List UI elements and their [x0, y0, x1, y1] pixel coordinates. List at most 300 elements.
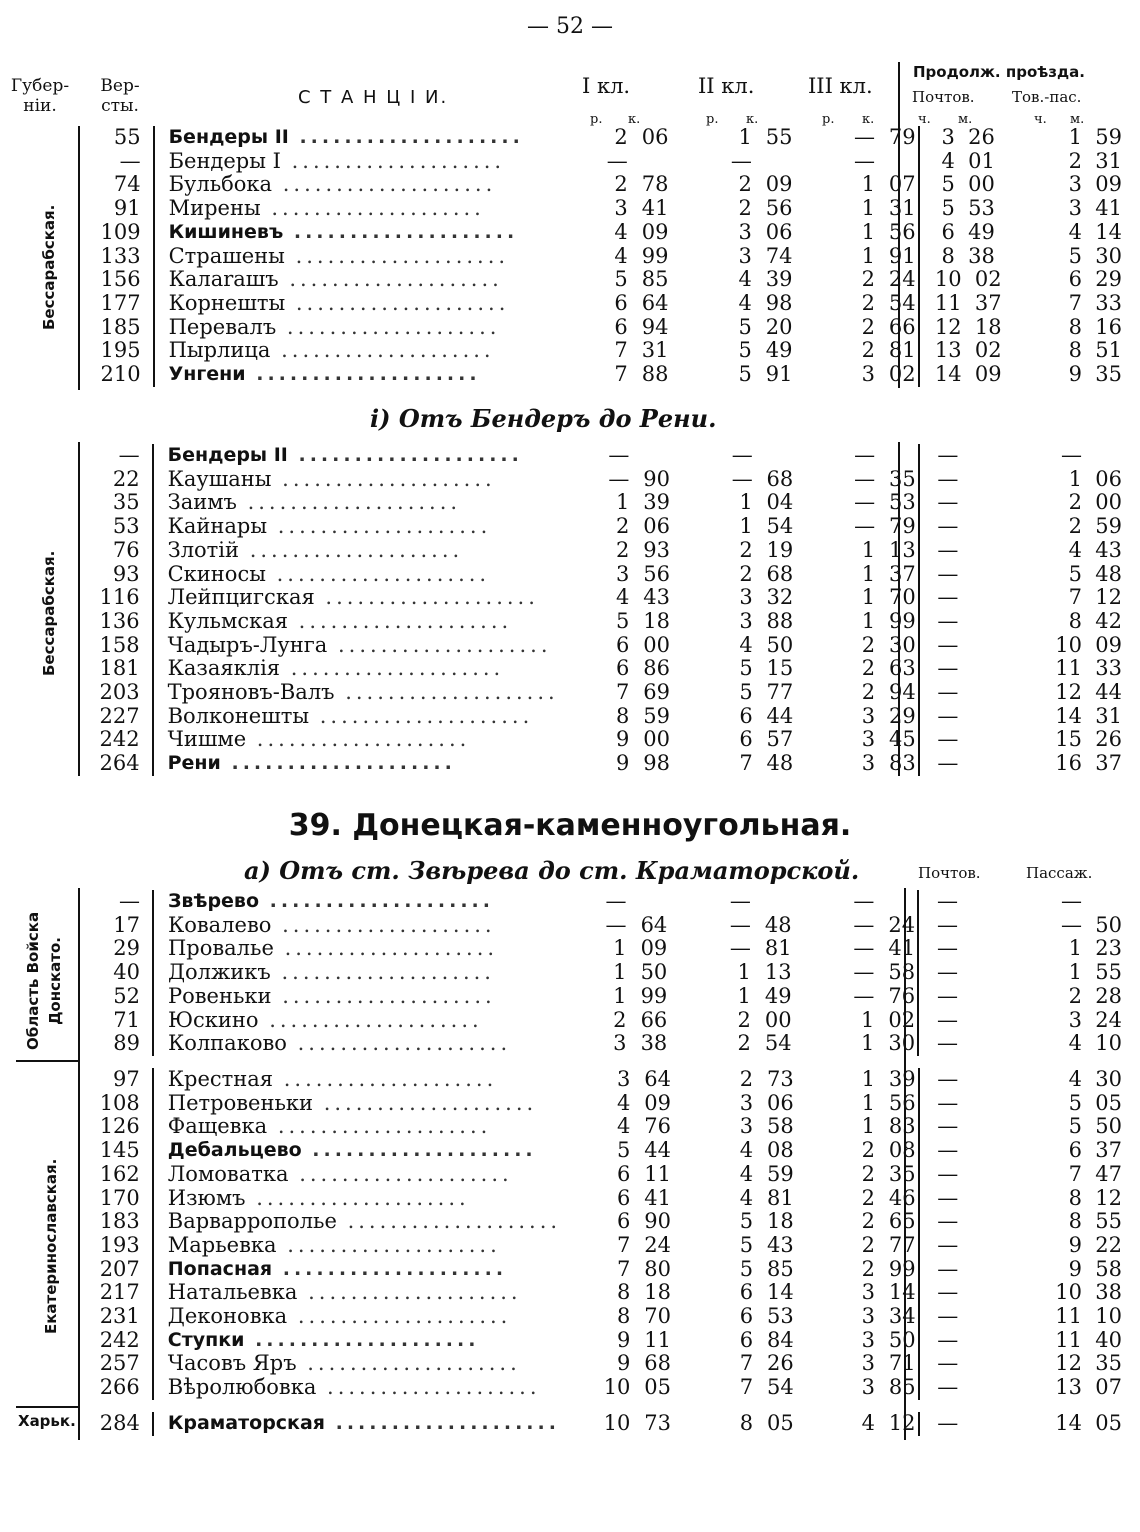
tovpas-minutes: 16	[1095, 315, 1122, 339]
class3-kop: 50	[888, 1328, 916, 1352]
pochtov-cell	[919, 586, 1016, 610]
gubernia-cell	[0, 985, 72, 1009]
pochtov-hours: 5	[941, 197, 955, 221]
station-name: Петровеньки	[167, 1091, 314, 1115]
gubernia-cell	[0, 221, 71, 245]
pochtov-hours: —	[937, 1281, 959, 1305]
leader-dots: ....................	[276, 1233, 501, 1257]
gap	[673, 1281, 718, 1305]
gap	[672, 586, 717, 610]
gubernia-cell	[0, 752, 71, 776]
header-class2: II кл.	[698, 74, 755, 98]
tovpas-cell	[1017, 245, 1140, 269]
class2-kop: 39	[765, 268, 793, 292]
section-subtitle: a) Отъ ст. Звѣрева до ст. Краматорской.	[244, 856, 860, 885]
gap	[670, 126, 716, 150]
class2-rub: 7	[739, 1376, 754, 1400]
class2-rub: 6	[739, 1305, 754, 1329]
pochtov-cell	[919, 197, 1017, 221]
class3-rub: —	[853, 890, 875, 913]
pochtov-cell	[919, 1163, 1016, 1187]
gap	[795, 610, 839, 634]
versty-cell: 170	[71, 1187, 153, 1211]
station-cell	[153, 1210, 595, 1234]
leader-dots: ....................	[301, 1139, 537, 1162]
gubernia-cell	[0, 657, 71, 681]
class3-rub: 1	[861, 538, 876, 562]
class1-rub: 9	[617, 1328, 631, 1352]
class1-rub: 7	[617, 1257, 631, 1281]
class1-kop: 50	[640, 961, 668, 985]
tovpas-cell	[1017, 339, 1140, 363]
table-row	[0, 1352, 1140, 1376]
class3-kop: 35	[888, 1162, 916, 1186]
versty-cell: 242	[71, 1329, 153, 1353]
leader-dots: ....................	[270, 961, 495, 985]
gap	[672, 705, 717, 729]
station-name: Кульмская	[167, 609, 288, 633]
leader-dots: ....................	[273, 937, 499, 961]
gap	[795, 657, 839, 681]
tovpas-hours: 8	[1068, 1210, 1082, 1234]
tovpas-hours: 10	[1055, 633, 1082, 657]
class1-kop: 90	[643, 467, 670, 491]
gap	[795, 681, 839, 705]
pochtov-cell	[919, 705, 1016, 729]
class1-kop: 69	[643, 681, 670, 705]
pochtov-hours: —	[937, 1233, 959, 1257]
class3-kop: 71	[888, 1352, 916, 1376]
class1-kop: 09	[640, 937, 668, 961]
gap	[673, 1376, 718, 1400]
class2-rub: 3	[739, 1115, 754, 1139]
table-row	[0, 681, 1140, 705]
gubernia-cell	[0, 937, 72, 961]
table-row	[0, 985, 1140, 1009]
pochtov-cell	[919, 1412, 1016, 1436]
class3-kop: 66	[888, 315, 916, 339]
gap	[796, 1281, 840, 1305]
tovpas-hours: 5	[1068, 562, 1082, 586]
gap	[672, 657, 717, 681]
gap	[796, 1412, 840, 1436]
pochtov-cell	[919, 1376, 1016, 1400]
gap	[795, 468, 839, 492]
header-gubernia: Губер- ніи.	[10, 76, 70, 116]
class2-kop: 58	[767, 1115, 794, 1139]
table-row	[0, 586, 1140, 610]
class1-kop: 09	[641, 220, 669, 244]
tovpas-hours: 7	[1068, 1162, 1082, 1186]
gap	[796, 1115, 840, 1139]
pochtov-hours: 3	[941, 126, 955, 149]
tovpas-hours: 2	[1068, 984, 1082, 1008]
class3-rub: 2	[861, 1139, 875, 1163]
class1-rub: 5	[617, 1139, 631, 1163]
gap	[795, 363, 840, 387]
pochtov-minutes: 37	[974, 291, 1002, 315]
class3-rub: —	[853, 149, 875, 173]
table-row	[0, 1115, 1140, 1139]
gubernia-cell	[0, 515, 71, 539]
tovpas-minutes: 26	[1095, 728, 1122, 752]
station-cell	[153, 1305, 595, 1329]
station-cell	[153, 1115, 595, 1139]
header-pochtov: Почтов.	[912, 88, 975, 106]
pochtov-hours: —	[937, 586, 959, 610]
pochtov-cell	[919, 610, 1016, 634]
table-row	[0, 914, 1140, 938]
pochtov-cell	[919, 728, 1016, 752]
timetable-section-2	[0, 444, 1140, 776]
class2-kop	[753, 444, 796, 468]
class3-rub: 1	[861, 173, 875, 197]
leader-dots: ....................	[246, 728, 471, 752]
station-name: Злотій	[167, 538, 240, 562]
station-cell	[154, 221, 593, 245]
class2-kop: 54	[766, 515, 794, 539]
gap	[673, 1163, 718, 1187]
tovpas-cell	[1017, 316, 1140, 340]
class1-rub: 5	[616, 609, 630, 633]
class3-kop: 63	[888, 657, 916, 681]
class3-rub: 3	[861, 363, 875, 387]
table-row	[0, 221, 1140, 245]
class3-rub: —	[853, 937, 875, 961]
station-cell	[153, 491, 594, 515]
pochtov-minutes: 02	[974, 339, 1002, 363]
leader-dots: ....................	[267, 515, 492, 539]
class1-rub: —	[608, 467, 630, 491]
class3-kop	[875, 150, 919, 174]
class3-rub: —	[854, 467, 876, 491]
class2-kop: 44	[766, 704, 794, 728]
versty-cell: 133	[71, 245, 153, 269]
pochtov-cell	[919, 1305, 1016, 1329]
tovpas-minutes: 44	[1095, 681, 1122, 705]
class1-rub: —	[608, 444, 630, 467]
class2-rub: 1	[737, 961, 751, 985]
class1-kop: 70	[644, 1305, 671, 1329]
tovpas-hours: 9	[1068, 1233, 1082, 1257]
gubernia-cell	[0, 1305, 71, 1329]
station-cell	[153, 1139, 595, 1163]
gap	[673, 1305, 718, 1329]
class2-kop: 48	[764, 913, 792, 937]
tovpas-hours: 1	[1068, 937, 1082, 961]
leader-dots: ....................	[272, 173, 497, 197]
pochtov-hours: 13	[934, 339, 962, 363]
pochtov-hours: —	[937, 491, 959, 515]
pochtov-hours: —	[937, 1257, 959, 1281]
versty-cell: 22	[71, 468, 153, 492]
pochtov-cell	[919, 468, 1016, 492]
class1-rub: —	[605, 913, 627, 937]
gap	[670, 150, 716, 174]
tovpas-hours: 4	[1068, 1068, 1082, 1091]
gubernia-cell	[0, 1258, 71, 1282]
class3-rub: 2	[861, 1210, 875, 1234]
class1-rub: 3	[616, 562, 630, 586]
versty-cell: 97	[71, 1068, 153, 1092]
tovpas-cell	[1016, 705, 1140, 729]
tovpas-minutes: 35	[1095, 363, 1122, 387]
class2-kop: 54	[764, 1032, 792, 1056]
tovpas-cell	[1016, 1412, 1140, 1436]
tovpas-minutes: 33	[1095, 291, 1122, 315]
versty-cell: 55	[71, 126, 153, 150]
station-cell	[153, 634, 594, 658]
class3-rub: 2	[861, 291, 875, 315]
unit-min-2: м.	[1070, 112, 1085, 127]
table-row	[0, 1258, 1140, 1282]
leader-dots: ....................	[265, 562, 491, 586]
class3-rub: 1	[861, 220, 875, 244]
pochtov-cell	[919, 316, 1017, 340]
pochtov-hours: —	[937, 1091, 959, 1115]
station-cell	[153, 1163, 595, 1187]
gubernia-cell	[0, 586, 71, 610]
class1-rub: 4	[614, 244, 628, 268]
gap	[795, 150, 840, 174]
class3-kop: 65	[888, 1210, 916, 1234]
tovpas-minutes: 31	[1095, 149, 1122, 173]
tovpas-cell	[1016, 1305, 1140, 1329]
class1-kop: 18	[644, 1281, 671, 1305]
class3-rub: 1	[861, 197, 875, 221]
class3-kop: 53	[888, 491, 916, 515]
station-name: Провалье	[167, 937, 274, 961]
tovpas-minutes: 37	[1095, 1139, 1122, 1163]
class3-rub: 3	[861, 1328, 875, 1352]
gap	[796, 1210, 840, 1234]
class2-rub: 2	[737, 1032, 751, 1056]
class3-rub: 1	[861, 244, 875, 268]
table-row	[0, 752, 1140, 776]
class1-kop: 64	[641, 291, 669, 315]
tovpas-minutes: 43	[1095, 538, 1122, 562]
class2-kop: 85	[767, 1257, 794, 1281]
gubernia-label: Харьк.	[18, 1412, 76, 1430]
gap	[669, 914, 715, 938]
station-cell	[153, 937, 591, 961]
gubernia-cell	[0, 1032, 72, 1056]
leader-dots: ....................	[283, 220, 519, 243]
station-cell	[153, 1092, 595, 1116]
versty-cell: 108	[71, 1092, 153, 1116]
gubernia-cell	[0, 890, 72, 914]
class2-rub: 3	[739, 1091, 754, 1115]
class3-rub: 1	[861, 1068, 875, 1091]
class2-kop: 55	[765, 126, 793, 149]
class3-kop	[875, 444, 919, 468]
class1-kop: 11	[644, 1162, 671, 1186]
class2-rub: 5	[738, 315, 752, 339]
class3-rub: 1	[861, 1091, 875, 1115]
tovpas-hours: —	[1061, 444, 1082, 467]
tovpas-cell	[1016, 1068, 1140, 1092]
class2-rub: 1	[737, 984, 751, 1008]
leader-dots: ....................	[273, 1068, 498, 1091]
class3-rub: 2	[861, 339, 875, 363]
table-row	[0, 1210, 1140, 1234]
station-name: Заимъ	[167, 491, 237, 515]
station-name: Должикъ	[167, 961, 271, 985]
tovpas-cell	[1016, 634, 1140, 658]
header-pochtov-2: Почтов.	[918, 864, 981, 882]
tovpas-cell	[1016, 1187, 1140, 1211]
gap	[670, 221, 716, 245]
class1-kop: 41	[641, 197, 669, 221]
table-row	[0, 1163, 1140, 1187]
class1-rub: 4	[617, 1115, 631, 1139]
class2-rub: 2	[739, 538, 753, 562]
tovpas-hours: 8	[1068, 339, 1082, 363]
gap	[670, 292, 716, 316]
tovpas-minutes: 42	[1095, 609, 1122, 633]
tovpas-minutes: 35	[1095, 1352, 1122, 1376]
class1-rub: 8	[617, 1305, 631, 1329]
table-row	[0, 634, 1140, 658]
tovpas-hours: —	[1061, 890, 1082, 913]
station-name: Перевалъ	[168, 315, 277, 339]
pochtov-cell	[919, 173, 1017, 197]
pochtov-cell	[919, 563, 1016, 587]
class2-kop: 91	[765, 363, 793, 387]
class3-kop: 13	[888, 538, 916, 562]
versty-cell: 266	[71, 1376, 153, 1400]
pochtov-cell	[918, 961, 1016, 985]
class1-kop: 31	[641, 339, 669, 363]
tovpas-hours: 2	[1068, 515, 1082, 539]
pochtov-cell	[918, 985, 1016, 1009]
versty-cell: 136	[71, 610, 153, 634]
leader-dots: ....................	[286, 1032, 512, 1056]
leader-dots: ....................	[285, 291, 510, 315]
table-row	[0, 961, 1140, 985]
pochtov-hours: —	[937, 752, 959, 776]
gubernia-cell	[0, 539, 71, 563]
class2-rub: 6	[739, 1328, 754, 1352]
tovpas-minutes: 24	[1095, 1008, 1122, 1032]
versty-cell: 145	[71, 1139, 153, 1163]
leader-dots: ....................	[236, 491, 462, 515]
class3-kop: 02	[888, 1008, 916, 1032]
tovpas-hours: 10	[1055, 1281, 1082, 1305]
station-name: Изюмъ	[167, 1186, 246, 1210]
tovpas-cell	[1016, 1115, 1140, 1139]
class2-rub: 3	[738, 244, 752, 268]
pochtov-hours: —	[937, 1139, 959, 1163]
leader-dots: ....................	[271, 913, 496, 937]
versty-cell: 177	[71, 292, 153, 316]
gap	[672, 468, 717, 492]
tovpas-hours: 3	[1068, 1008, 1082, 1032]
station-name: Каушаны	[167, 467, 272, 491]
station-name: Бульбока	[168, 173, 273, 197]
class1-rub: 4	[614, 220, 628, 244]
class2-rub: 4	[739, 633, 753, 657]
class3-kop: 99	[888, 609, 916, 633]
gap	[795, 515, 839, 539]
tovpas-hours: 11	[1055, 1305, 1082, 1329]
pochtov-hours: 12	[934, 315, 962, 339]
tovpas-minutes: 58	[1095, 1257, 1122, 1281]
class2-rub: 2	[737, 1008, 751, 1032]
class1-kop: 94	[641, 315, 669, 339]
class1-kop: 41	[644, 1186, 671, 1210]
tovpas-hours: —	[1061, 913, 1082, 937]
gubernia-cell	[0, 126, 71, 150]
gap	[673, 1187, 718, 1211]
tovpas-minutes: 55	[1095, 961, 1122, 985]
header-duration: Продолж. проѣзда.	[913, 63, 1085, 81]
class2-kop: 19	[766, 538, 794, 562]
tovpas-cell	[1017, 221, 1140, 245]
tovpas-hours: 6	[1068, 268, 1082, 292]
timetable-section-1	[0, 126, 1140, 387]
tovpas-hours: 9	[1068, 1257, 1082, 1281]
leader-dots: ....................	[271, 984, 496, 1008]
table-row	[0, 1281, 1140, 1305]
class2-rub: 6	[739, 1281, 754, 1305]
tovpas-minutes: 10	[1095, 1032, 1122, 1056]
station-name: Марьевка	[167, 1233, 277, 1257]
class1-rub: 9	[616, 752, 630, 776]
gubernia-cell	[0, 961, 72, 985]
pochtov-hours: —	[937, 890, 958, 913]
gap	[669, 937, 715, 961]
class1-kop: 00	[643, 633, 670, 657]
gap	[673, 1115, 718, 1139]
tovpas-hours: 7	[1068, 291, 1082, 315]
class3-rub: —	[853, 984, 875, 1008]
class1-rub: 2	[616, 515, 630, 539]
versty-cell: 91	[71, 197, 153, 221]
versty-cell: —	[72, 890, 153, 914]
leader-dots: ....................	[313, 1091, 538, 1115]
class1-kop: 66	[640, 1008, 668, 1032]
class3-kop: 31	[888, 197, 916, 221]
class2-kop: 06	[765, 220, 793, 244]
pochtov-hours: 14	[934, 363, 962, 387]
class1-kop: 76	[644, 1115, 671, 1139]
class2-kop: 00	[764, 1008, 792, 1032]
pochtov-cell	[919, 245, 1017, 269]
gap	[794, 961, 839, 985]
leader-dots: ....................	[267, 1115, 492, 1139]
class1-kop: 59	[643, 704, 670, 728]
tovpas-hours: 8	[1068, 315, 1082, 339]
station-cell	[153, 985, 591, 1009]
tovpas-minutes: 00	[1095, 491, 1122, 515]
station-name: Бендеры I	[168, 149, 281, 173]
table-row	[0, 1187, 1140, 1211]
class3-kop: 29	[888, 704, 916, 728]
leader-dots: ....................	[297, 1281, 522, 1305]
station-cell	[153, 728, 594, 752]
tovpas-cell	[1016, 1329, 1140, 1353]
leader-dots: ....................	[324, 1412, 560, 1434]
class3-rub: 1	[861, 1115, 875, 1139]
class2-kop: 56	[765, 197, 793, 221]
class1-rub: 7	[616, 681, 630, 705]
tovpas-cell	[1016, 1376, 1140, 1400]
pochtov-hours: 8	[941, 244, 955, 268]
leader-dots: ....................	[288, 1162, 513, 1186]
tovpas-cell	[1016, 1092, 1140, 1116]
leader-dots: ....................	[336, 1210, 562, 1234]
